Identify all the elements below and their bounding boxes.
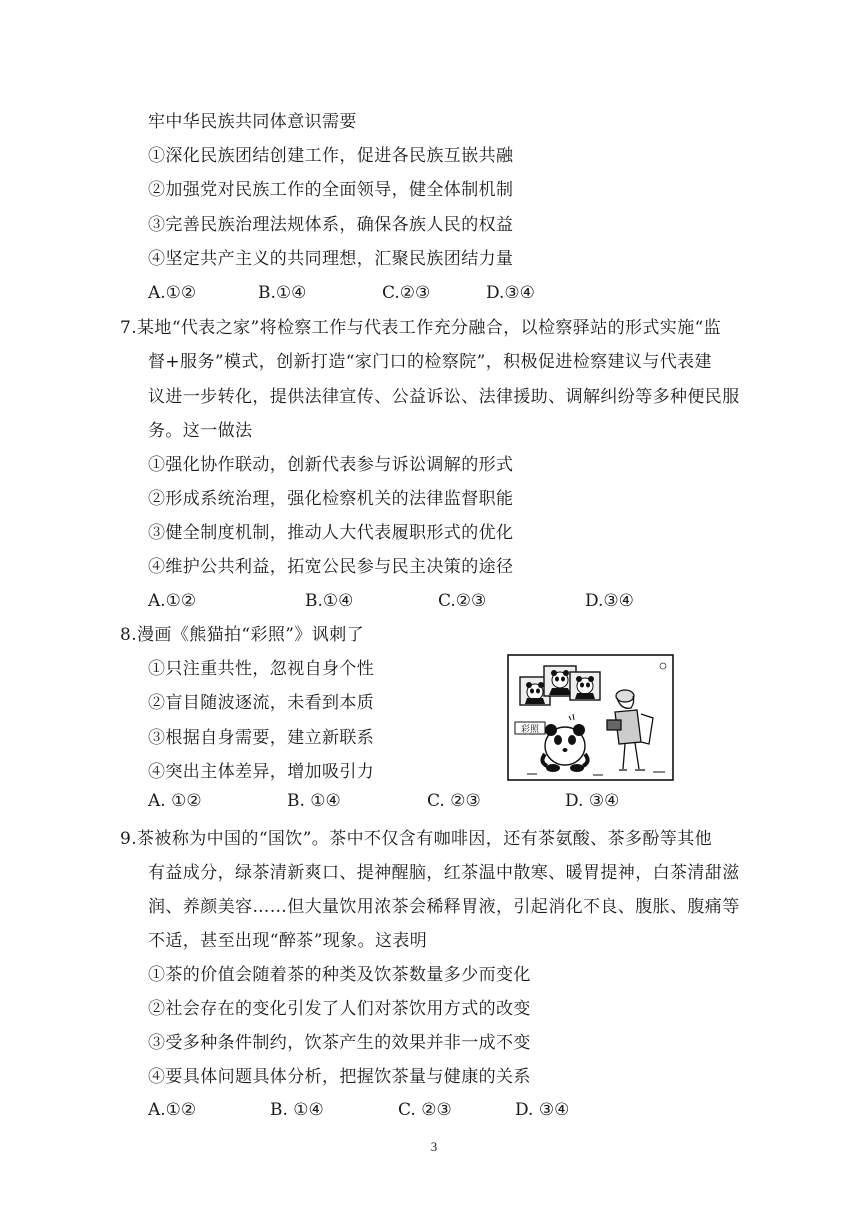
q7-stem-line-3: 议进一步转化，提供法律宣传、公益诉讼、法律援助、调解纠纷等多种便民服 bbox=[148, 387, 740, 407]
q8-option-b: B. ①④ bbox=[287, 791, 341, 811]
q8-stem: 8.漫画《熊猫拍“彩照”》讽刺了 bbox=[120, 625, 365, 645]
q9-option-c: C. ②③ bbox=[398, 1100, 452, 1120]
q6-item-4: ④坚定共产主义的共同理想，汇聚民族团结力量 bbox=[148, 249, 514, 269]
q9-item-2: ②社会存在的变化引发了人们对茶饮用方式的改变 bbox=[148, 999, 531, 1019]
panda-photo-cartoon bbox=[507, 654, 674, 781]
q9-stem-line-2: 有益成分，绿茶清新爽口、提神醒脑，红茶温中散寒、暖胃提神，白茶清甜滋 bbox=[148, 863, 740, 883]
q7-stem-line-4: 务。这一做法 bbox=[148, 421, 253, 441]
q6-option-a: A.①② bbox=[148, 283, 197, 303]
q8-option-c: C. ②③ bbox=[427, 791, 481, 811]
q8-item-3: ③根据自身需要，建立新联系 bbox=[148, 728, 375, 748]
q6-item-1: ①深化民族团结创建工作，促进各民族互嵌共融 bbox=[148, 146, 514, 166]
q9-item-1: ①茶的价值会随着茶的种类及饮茶数量多少而变化 bbox=[148, 965, 531, 985]
q9-item-3: ③受多种条件制约，饮茶产生的效果并非一成不变 bbox=[148, 1033, 531, 1053]
q9-stem-line-3: 润、养颜美容……但大量饮用浓茶会稀释胃液，引起消化不良、腹胀、腹痛等 bbox=[148, 897, 740, 917]
q6-item-2: ②加强党对民族工作的全面领导，健全体制机制 bbox=[148, 180, 514, 200]
q8-option-a: A. ①② bbox=[148, 791, 202, 811]
q7-stem-line-2: 督+服务”模式，创新打造“家门口的检察院”，积极促进检察建议与代表建 bbox=[148, 352, 712, 372]
q8-item-4: ④突出主体差异，增加吸引力 bbox=[148, 762, 375, 782]
q8-item-2: ②盲目随波逐流，未看到本质 bbox=[148, 693, 375, 713]
q7-option-c: C.②③ bbox=[438, 591, 487, 611]
q8-item-1: ①只注重共性，忽视自身个性 bbox=[148, 659, 375, 679]
q8-option-d: D. ③④ bbox=[565, 791, 620, 811]
q9-option-b: B. ①④ bbox=[270, 1100, 324, 1120]
q9-option-d: D. ③④ bbox=[515, 1100, 570, 1120]
q7-stem-line-1: 7.某地“代表之家”将检察工作与代表工作充分融合，以检察驿站的形式实施“监 bbox=[120, 318, 722, 338]
q9-option-a: A.①② bbox=[148, 1100, 197, 1120]
q6-option-c: C.②③ bbox=[382, 283, 431, 303]
q6-option-b: B.①④ bbox=[258, 283, 307, 303]
q6-option-d: D.③④ bbox=[486, 283, 535, 303]
photo-frame-3 bbox=[570, 672, 600, 700]
q7-item-3: ③健全制度机制，推动人大代表履职形式的优化 bbox=[148, 523, 514, 543]
q7-option-d: D.③④ bbox=[585, 591, 634, 611]
q7-item-2: ②形成系统治理，强化检察机关的法律监督职能 bbox=[148, 489, 514, 509]
sign-board bbox=[515, 722, 545, 735]
q9-stem-line-1: 9.茶被称为中国的“国饮”。茶中不仅含有咖啡因，还有茶氨酸、茶多酚等其他 bbox=[120, 829, 712, 849]
q9-item-4: ④要具体问题具体分析，把握饮茶量与健康的关系 bbox=[148, 1067, 531, 1087]
q6-item-3: ③完善民族治理法规体系，确保各族人民的权益 bbox=[148, 215, 514, 235]
sign-text: 彩照 bbox=[520, 725, 540, 735]
q6-stem-tail: 牢中华民族共同体意识需要 bbox=[148, 112, 357, 132]
page-number: 3 bbox=[430, 1139, 438, 1154]
q7-item-4: ④维护公共利益，拓宽公民参与民主决策的途径 bbox=[148, 557, 514, 577]
q7-option-b: B.①④ bbox=[305, 591, 354, 611]
q7-item-1: ①强化协作联动，创新代表参与诉讼调解的形式 bbox=[148, 455, 514, 475]
q9-stem-line-4: 不适，甚至出现“醉茶”现象。这表明 bbox=[148, 931, 428, 951]
q7-option-a: A.①② bbox=[148, 591, 197, 611]
